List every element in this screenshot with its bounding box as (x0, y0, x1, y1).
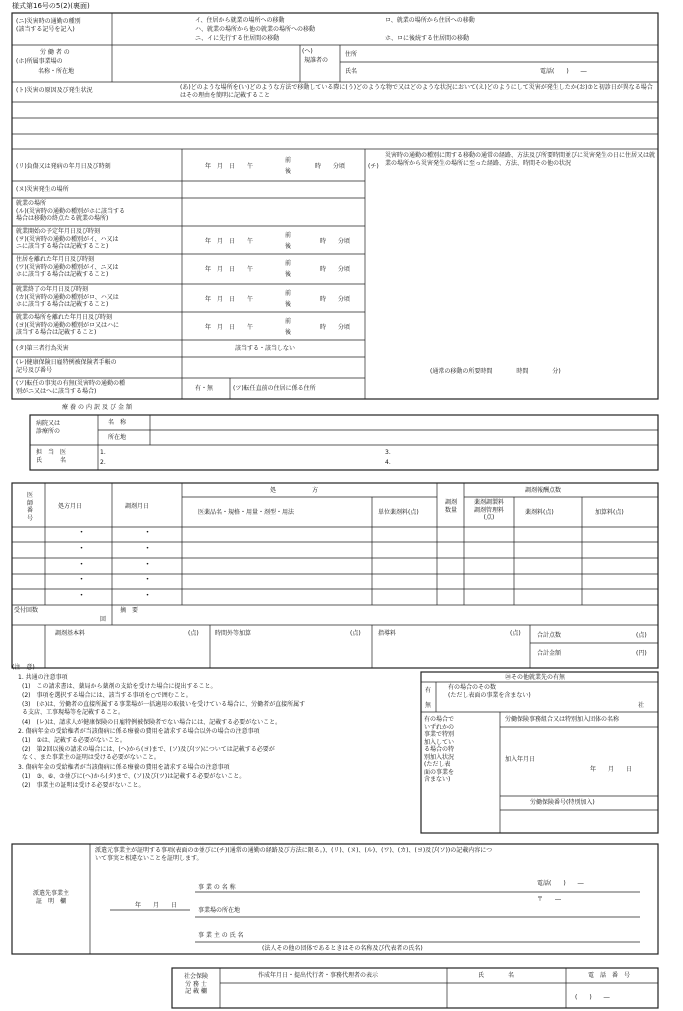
business-name-label: 事 業 の 名 称 (198, 884, 236, 891)
doctor-4: 4. (385, 459, 391, 466)
dispense-date-label: 調剤月日 (125, 503, 150, 510)
hospital-location-label: 所在地 (108, 434, 127, 441)
end-date: 年 月 日 午 (205, 296, 254, 303)
workplace-label-line1: 労 働 者 の (40, 49, 70, 56)
name-label: 氏名 (345, 68, 358, 75)
other-employer-no[interactable]: 無 (425, 702, 432, 709)
cert-phone: 電話( ) ― (537, 880, 584, 887)
row5-date-dot: ・ (77, 591, 87, 601)
doctor-2: 2. (100, 459, 106, 466)
note-2: 2. 傷病年金の受給権者が当該傷病に係る療養の費用を請求する場合以外の場合の注意事項 (18, 728, 260, 735)
note-1-2: (2) 事項を選択する場合には、該当する事項を○で囲むこと。 (22, 692, 192, 699)
insurance-no-label: 労働保険番号(特別加入) (530, 799, 595, 806)
fee-points-label: 調剤報酬点数 (525, 487, 562, 494)
guidance-fee-pt: (点) (510, 630, 521, 637)
third-party-label: (タ)第三者行為災害 (16, 345, 69, 352)
am-label: 前 (285, 157, 292, 164)
third-party-value[interactable]: 該当する・該当しない (235, 345, 296, 352)
note-1-3: (3) (ホ)は、労働者の直接所属する事業場が一括適用の取扱いを受けている場合に、労働者が直接所属す る支店、工事現場等を記載すること。 (22, 701, 306, 716)
times-label: 回 (100, 616, 107, 623)
injury-date-placeholder: 年 月 日 午 (205, 163, 254, 170)
end-pm: 後 (285, 301, 292, 308)
employer-count-label: 有の場合のその数 (ただし表面の事業を含まない) (448, 684, 531, 699)
location-label: (ヌ)災害発生の場所 (16, 186, 69, 193)
commute-option-ni[interactable]: ニ、イに先行する住居間の移動 (195, 35, 280, 42)
leave-work-date: 年 月 日 午 (205, 324, 254, 331)
created-label: 作成年月日・提出代行者・事務代理者の表示 (258, 972, 379, 979)
start-time-label: 就業開始の予定年月日及び時刻 (ヲ)(災害時の通勤の種別がイ、ハ又は ニに該当する場合は記載すること) (16, 228, 119, 250)
hospital-name-label: 名 称 (108, 419, 127, 426)
leave-work-label: 就業の場所を離れた年月日及び時刻 (ヨ)(災害時の通勤の種別がロ又はハに 該当する場合は記載すること) (16, 314, 120, 336)
prev-address-label: (ツ)転任直前の住居に係る住所 (233, 385, 316, 392)
total-points-label: 合計点数 (537, 632, 562, 639)
commute-option-ho[interactable]: ホ、ロに後続する住居間の移動 (385, 35, 470, 42)
relocation-label: (ソ)転任の事実の有無(災害時の通勤の種 別がニ又はへに該当する場合) (16, 380, 126, 395)
workplace-label-line3: 名称・所在地 (38, 68, 75, 75)
note-2-2: (2) 第2回以後の請求の場合には、(ヘ)から(ヨ)まで、(ソ)及び(ツ)については記載する必要が なく、また事業主の証明は受ける必要がないこと。 (22, 746, 275, 761)
prep-fee-label: 薬剤調製料 調剤管理料 (点) (473, 499, 504, 521)
leave-home-pm: 後 (285, 271, 292, 278)
cert-text: 派遣元事業主が証明する事項(表面の⑦並びに(チ)(通常の通勤の経路及び方法に限る。)、(リ)、(ヌ)、(ル)、(ワ)、(カ)、(ヨ)及び(ソ))の記載内容につ いて事実と相違ないことを証明します。 (95, 847, 493, 862)
end-hour-minute: 時 分頃 (320, 296, 351, 303)
note-1-4: (4) (レ)は、請求人が健康保険の日雇特例被保険者でない場合には、記載する必要がないこと。 (22, 719, 282, 726)
dispense-qty-label: 調剤 数量 (444, 499, 457, 514)
special-join-label: 有の場合で いずれかの 事業で特別 加入してい る場合の特 別加入状況 (ただし表 面の事業を 含まない) (424, 716, 455, 783)
route-label: (チ) (368, 163, 379, 170)
workplace-label-line2: (ホ)所属事業場の (16, 58, 63, 65)
row1-disp-dot: ・ (143, 528, 153, 538)
cert-label: 派遣先事業主 証 明 欄 (32, 890, 69, 905)
row3-date-dot: ・ (77, 560, 87, 570)
leave-work-pm: 後 (285, 329, 292, 336)
off-hours-pt: (点) (350, 630, 361, 637)
note-3-2: (2) 事業主の証明は受ける必要がないこと。 (22, 782, 145, 789)
row2-date-dot: ・ (77, 544, 87, 554)
drug-fee-label: 薬剤料(点) (525, 509, 554, 516)
end-am: 前 (285, 290, 292, 297)
employer-label: 規誰者の (304, 57, 329, 64)
phone-label: 電話( ) ― (540, 68, 587, 75)
leave-home-am: 前 (285, 260, 292, 267)
row4-date-dot: ・ (77, 575, 87, 585)
he-label: (ヘ) (302, 48, 313, 55)
off-hours-label: 時間外等加算 (215, 630, 252, 637)
owner-note: (法人その他の団体であるときはその名称及び代表者の氏名) (262, 945, 423, 952)
insurance-label: (レ)健康保険日雇特例被保険者手帳の 記号及び番号 (16, 359, 117, 374)
notes-header: (注 意) (12, 664, 35, 671)
footer-name-label: 氏 名 (478, 972, 515, 979)
end-time-label: 就業終了の年月日及び時刻 (カ)(災害時の通勤の種別がロ、ハ又は ホに該当する場合は記載すること) (16, 286, 119, 308)
sharoushi-label: 社会保険 労 務 士 記 載 欄 (183, 973, 208, 995)
leave-home-label: 住居を離れた年月日及び時刻 (ワ)(災害時の通勤の種別がイ、ニ又は ホに該当する場合は記載すること) (16, 256, 119, 278)
base-fee-pt: (点) (188, 630, 199, 637)
hour-minute-label: 時 分頃 (315, 163, 346, 170)
commute-option-i[interactable]: イ、住居から就業の場所への移動 (195, 17, 285, 24)
start-pm: 後 (285, 243, 292, 250)
note-3-1: (1) ③、⑥、⑦並びに(へ)から(タ)まで、(ソ)及び(ツ)は記載する必要がないこと。 (22, 773, 246, 780)
row5-disp-dot: ・ (143, 591, 153, 601)
doctor-label: 担 当 医 氏 名 (36, 449, 67, 464)
cause-description: (あ)どのような場所を(い)どのような方法で移動している際に(う)どのような物で又はどのような状況において(え)どのようにして災害が発生したか(お)⑦と初診日が異なる場合はその理由を簡明に記載すること (180, 84, 653, 99)
note-1: 1. 共通の注意事項 (18, 674, 68, 681)
leave-work-am: 前 (285, 318, 292, 325)
cause-label: (ト)災害の原因及び発生状況 (16, 87, 93, 94)
doctor-3: 3. (385, 449, 391, 456)
owner-name-label: 事 業 主 の 氏 名 (198, 932, 244, 939)
start-am: 前 (285, 232, 292, 239)
cert-postal: 〒 ― (537, 896, 562, 903)
prescription-label: 処 方 (270, 487, 319, 494)
note-3: 3. 傷病年金の受給権者が当該傷病に係る療養の費用を請求する場合の注意事項 (18, 764, 230, 771)
relocation-value[interactable]: 有・無 (195, 385, 214, 392)
workplace-label: 就業の場所 (ル)(災害時の通勤の種別がホに該当する 場合は移動の終点たる就業の場所) (16, 200, 126, 222)
note-1-1: (1) この請求書は、薬局から薬剤の支給を受けた場合に提出すること。 (22, 683, 217, 690)
total-points-unit: (点) (636, 632, 647, 639)
start-hour-minute: 時 分頃 (320, 238, 351, 245)
other-employer-yes[interactable]: 有 (425, 687, 432, 694)
leave-work-hour-minute: 時 分頃 (320, 324, 351, 331)
row3-disp-dot: ・ (143, 560, 153, 570)
cert-date: 年 月 日 (135, 902, 178, 909)
footer-phone-format: ( ) ― (575, 994, 610, 1001)
footer-phone-label: 電 話 番 号 (588, 972, 631, 979)
receipt-count-label: 受付回数 (14, 607, 39, 614)
union-name-label: 労働保険事務組合又は特別加入団体の名称 (505, 716, 620, 723)
form-id: 様式第16号の5(2)(裏面) (12, 2, 90, 10)
other-employer-title: ⑳その他就業先の有無 (505, 674, 566, 681)
pm-label: 後 (285, 168, 292, 175)
prescribe-date-label: 処方月日 (58, 503, 83, 510)
drug-info-label: 医薬品名・規格・用量・剤型・用法 (198, 509, 295, 516)
treatment-title: 療養の内訳及び金額 (62, 404, 135, 411)
commute-option-ha[interactable]: ハ、就業の場所から他の就業の場所への移動 (195, 26, 316, 33)
address-label: 住所 (345, 51, 358, 58)
leave-home-hour-minute: 時 分頃 (320, 266, 351, 273)
leave-home-date: 年 月 日 午 (205, 266, 254, 273)
guidance-fee-label: 指導料 (378, 630, 397, 637)
doctor-no-label: 医 師 番 号 (26, 492, 33, 522)
row2-disp-dot: ・ (143, 544, 153, 554)
unit-price-label: 単位薬剤料(点) (378, 509, 419, 516)
usual-time: (通常の移動の所要時間 時間 分) (430, 368, 561, 375)
business-address-label: 事業場の所在地 (198, 907, 241, 914)
route-description: 災害時の通勤の種別に関する移動の通常の経路、方法及び所要時間並びに災害発生の日に住居又は就業の場所から災害発生の場所に至った経路、方法、時間その他の状況 (385, 152, 656, 167)
add-fee-label: 加算料(点) (595, 509, 624, 516)
injury-time-label: (リ)負傷又は発病の年月日及び時刻 (16, 163, 111, 170)
commute-type-label: (ニ)災害時の通勤の種別 (該当する記号を記入) (16, 18, 81, 33)
commute-option-ro[interactable]: ロ、就業の場所から住居への移動 (385, 17, 475, 24)
row1-date-dot: ・ (77, 528, 87, 538)
total-yen-label: 合計金額 (537, 650, 562, 657)
hospital-label: 病院又は 診療所の (36, 420, 61, 435)
summary-label: 摘 要 (120, 607, 139, 614)
join-date-label: 加入年月日 (505, 756, 536, 763)
total-yen-unit: (円) (636, 650, 647, 657)
doctor-1: 1. (100, 449, 106, 456)
join-date-ymd: 年 月 日 (590, 766, 633, 773)
row4-disp-dot: ・ (143, 575, 153, 585)
start-date-placeholder: 年 月 日 午 (205, 238, 254, 245)
note-2-1: (1) ①は、記載する必要がないこと。 (22, 737, 126, 744)
employer-count-unit: 社 (638, 702, 645, 709)
base-fee-label: 調剤基本料 (55, 630, 86, 637)
